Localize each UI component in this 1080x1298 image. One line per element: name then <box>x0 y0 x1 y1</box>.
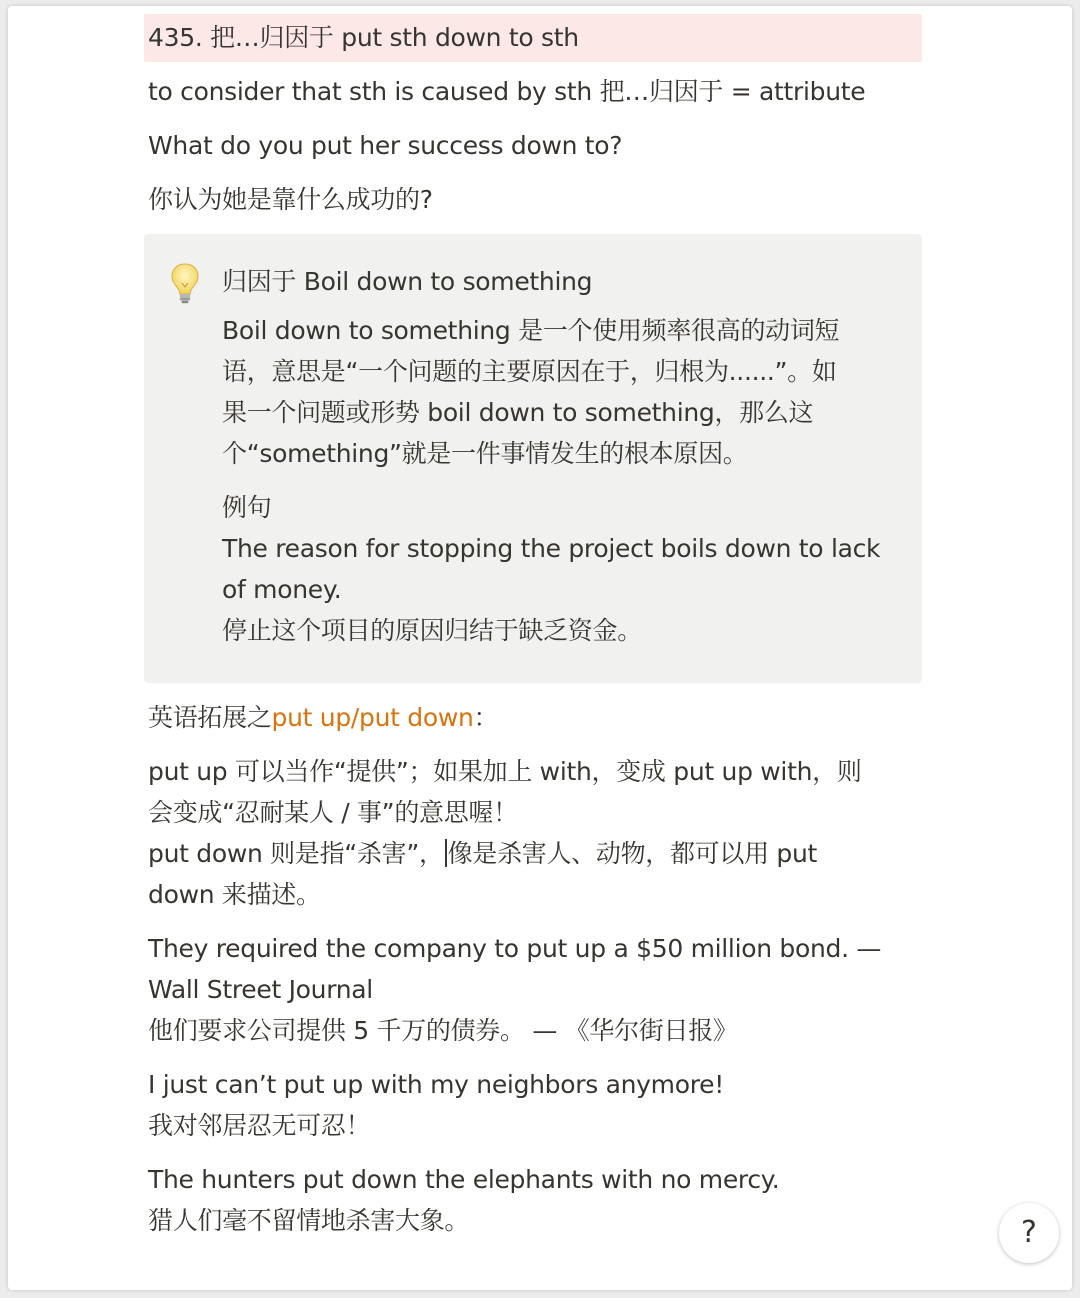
expansion-prefix: 英语拓展之 <box>148 703 272 732</box>
callout-example-label: 例句 <box>222 493 272 522</box>
expansion-accent-text: put up/put down <box>271 703 474 732</box>
lightbulb-icon[interactable] <box>169 261 201 305</box>
example-sentence-zh[interactable]: 你认为她是靠什么成功的? <box>148 185 433 214</box>
help-button[interactable]: ? <box>999 1203 1059 1263</box>
put-down-text-before-caret: put down 则是指“杀害”， <box>148 839 444 868</box>
note-page <box>8 6 1072 1290</box>
example-line[interactable]: The hunters put down the elephants with no mercy. <box>148 1165 780 1194</box>
example-sentence-en[interactable]: What do you put her success down to? <box>148 131 623 160</box>
expansion-heading[interactable] <box>148 698 928 739</box>
put-down-line[interactable] <box>148 834 928 875</box>
expansion-suffix: ： <box>473 703 499 732</box>
callout-paragraph-line: 个“something”就是一件事情发生的根本原因。 <box>222 439 748 468</box>
callout-paragraph-line: Boil down to something 是一个使用频率很高的动词短 <box>222 316 840 345</box>
put-up-line[interactable]: 会变成“忍耐某人 / 事”的意思喔！ <box>148 798 518 827</box>
note-heading[interactable]: 435. 把…归因于 put sth down to sth <box>148 23 579 52</box>
callout-example-en-line: of money. <box>222 575 342 604</box>
example-line[interactable]: Wall Street Journal <box>148 975 373 1004</box>
example-line[interactable]: 猎人们毫不留情地杀害大象。 <box>148 1206 470 1235</box>
put-down-text-after-caret: 像是杀害人、动物，都可以用 put <box>447 839 818 868</box>
callout-example-en-line: The reason for stopping the project boils down to lack <box>222 534 881 563</box>
put-up-line[interactable]: put up 可以当作“提供”；如果加上 with，变成 put up with，则 <box>148 757 862 786</box>
text-caret <box>445 839 447 867</box>
page-frame <box>8 6 1072 1290</box>
example-line[interactable]: 他们要求公司提供 5 千万的债券。 — 《华尔街日报》 <box>148 1016 738 1045</box>
callout-paragraph-line: 语，意思是“一个问题的主要原因在于，归根为......”。如 <box>222 357 837 386</box>
example-line[interactable]: 我对邻居忍无可忍！ <box>148 1111 371 1140</box>
callout-title: 归因于 Boil down to something <box>222 267 593 296</box>
example-line[interactable]: They required the company to put up a $50 million bond. — <box>148 934 882 963</box>
definition-text[interactable]: to consider that sth is caused by sth 把…归因于 = attribute <box>148 77 866 106</box>
callout-paragraph-line: 果一个问题或形势 boil down to something，那么这 <box>222 398 814 427</box>
example-line[interactable]: I just can’t put up with my neighbors anymore! <box>148 1070 724 1099</box>
callout-example-zh: 停止这个项目的原因归结于缺乏资金。 <box>222 616 642 645</box>
put-down-line[interactable]: down 来描述。 <box>148 880 321 909</box>
